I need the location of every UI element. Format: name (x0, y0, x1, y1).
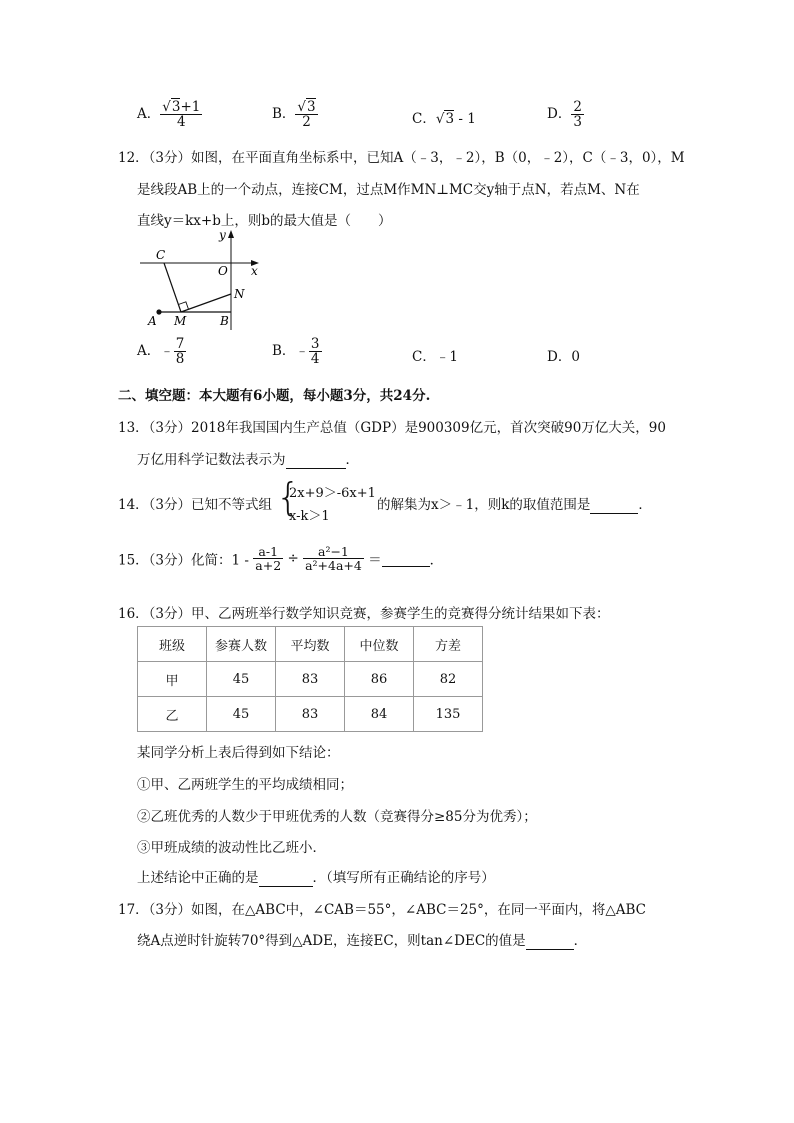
answer-blank[interactable] (382, 550, 430, 567)
table-header-row (138, 627, 483, 662)
label-a: A (148, 314, 157, 328)
q14-post: 的解集为x＞﹣1，则k的取值范围是 ． (377, 497, 652, 513)
point-a-dot (156, 309, 161, 314)
q12-line2: 是线段AB上的一个动点，连接CM，过点M作MN⊥MC交y轴于点N，若点M、N在 (137, 182, 640, 198)
section-title: 二、填空题：本大题有6小题，每小题3分，共24分. (118, 388, 431, 404)
table-cell: 82 (414, 662, 483, 697)
table-cell: 84 (345, 697, 414, 732)
table-row (138, 662, 483, 697)
table-cell: 83 (276, 662, 345, 697)
q12-option-a: A．﹣ $\frac{7}{8}$ (137, 336, 185, 368)
table-row (138, 697, 483, 732)
label-b: B (220, 314, 229, 328)
stats-table (137, 626, 483, 732)
table-cell: 45 (207, 662, 276, 697)
table-header: 班级 (138, 627, 207, 662)
answer-blank[interactable] (526, 933, 574, 950)
q11-option-d: D． $\frac{2}{3}$ (547, 99, 582, 131)
q13-line2: 万亿用科学记数法表示为 ． (137, 452, 359, 468)
segment-cm (164, 263, 181, 312)
answer-blank[interactable] (259, 870, 313, 887)
q12-option-c: C．﹣1 (412, 349, 458, 365)
q12-figure (135, 228, 265, 333)
y-axis-arrow (228, 230, 234, 238)
fraction: $\frac{7}{8}$ (175, 336, 185, 368)
q11-option-b: B． $\frac{√3}{2}$ (272, 99, 316, 131)
label-o: O (218, 264, 228, 278)
fraction: $\frac{3}{4}$ (310, 336, 320, 368)
q17-line1: 17．（3分）如图，在△ABC中，∠CAB＝55°，∠ABC＝25°，在同一平面内，将△ABC (118, 902, 647, 918)
q12-option-d: D．0 (547, 349, 580, 365)
answer-blank[interactable] (590, 497, 638, 514)
table-header: 平均数 (276, 627, 345, 662)
q13-line1: 13．（3分）2018年我国国内生产总值（GDP）是900309亿元，首次突破90万亿大关，90 (118, 420, 666, 436)
q11-option-c: C．√3 - 1 (412, 111, 476, 127)
q14-inequality-2: x-k＞1 (289, 509, 330, 524)
q16-conclusion-3: ③甲班成绩的波动性比乙班小． (137, 840, 326, 856)
label-m: M (174, 314, 187, 328)
table-cell: 乙 (138, 697, 207, 732)
table-cell: 甲 (138, 662, 207, 697)
label-y: y (219, 228, 226, 242)
table-header: 中位数 (345, 627, 414, 662)
q12-line3: 直线y＝kx+b上，则b的最大值是（ ） (137, 213, 392, 229)
q15-line: 15．（3分）化简：1 - $\frac{a-1}{a+2}$ ÷ $\frac{\text{a²−1}}{\text{a²+4a+4}}$ ＝ ． (118, 544, 444, 574)
q17-line2: 绕A点逆时针旋转70°得到△ADE，连接EC，则tan∠DEC的值是 ． (137, 933, 588, 949)
fraction-1: $\frac{a-1}{a+2}$ (255, 544, 282, 574)
q14-inequality-1: 2x+9＞-6x+1 (289, 486, 376, 501)
table-cell: 45 (207, 697, 276, 732)
q16-conclusion-2: ②乙班优秀的人数少于甲班优秀的人数（竞赛得分≥85分为优秀）； (137, 809, 537, 825)
fraction: $\frac{√3}{2}$ (297, 99, 316, 131)
table-cell: 83 (276, 697, 345, 732)
table-header: 方差 (414, 627, 483, 662)
q11-option-a: A． $\frac{√3+1}{4}$ (137, 99, 201, 131)
label-n: N (234, 287, 245, 301)
q16-conclusion-1: ①甲、乙两班学生的平均成绩相同； (137, 777, 353, 793)
q16-analysis: 某同学分析上表后得到如下结论： (137, 745, 340, 761)
label-x: x (251, 264, 258, 278)
system-brace: { (276, 475, 301, 519)
q16-ask: 上述结论中正确的是 ．（填写所有正确结论的序号） (137, 870, 495, 886)
table-cell: 135 (414, 697, 483, 732)
fraction-2: $\frac{\text{a²−1}}{\text{a²+4a+4}}$ (305, 544, 362, 574)
table-cell: 86 (345, 662, 414, 697)
q12-option-b: B．﹣ $\frac{3}{4}$ (272, 336, 320, 368)
fraction: $\frac{√3+1}{4}$ (162, 99, 201, 131)
q12-line1: 12．（3分）如图，在平面直角坐标系中，已知A（﹣3，﹣2），B（0，﹣2），C（﹣3，0），M (118, 150, 685, 166)
q14-pre: 14．（3分）已知不等式组 (118, 497, 273, 513)
fraction: $\frac{2}{3}$ (573, 99, 582, 131)
q16-intro: 16．（3分）甲、乙两班举行数学知识竞赛，参赛学生的竞赛得分统计结果如下表： (118, 606, 610, 622)
label-c: C (156, 248, 166, 262)
answer-blank[interactable] (286, 452, 346, 469)
table-header: 参赛人数 (207, 627, 276, 662)
